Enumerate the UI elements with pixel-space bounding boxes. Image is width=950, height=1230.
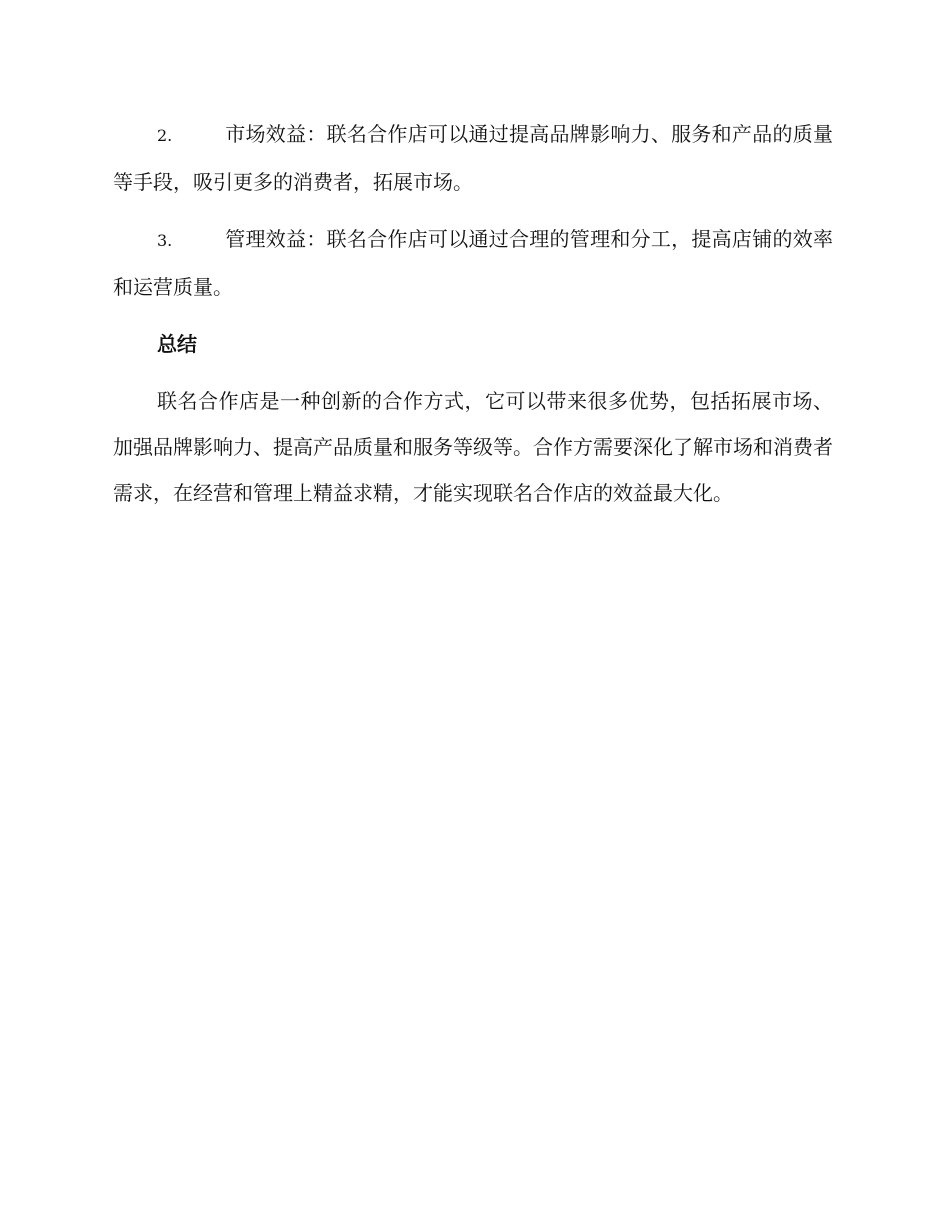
list-item-text: 市场效益：联名合作店可以通过提高品牌影响力、服务和产品的质量等手段，吸引更多的消费者，拓展市场。: [113, 122, 833, 194]
list-number: 3.: [157, 231, 173, 250]
list-item-text: 管理效益：联名合作店可以通过合理的管理和分工，提高店铺的效率和运营质量。: [113, 227, 833, 299]
list-number: 2.: [157, 126, 173, 145]
summary-heading: 总结: [157, 332, 197, 356]
summary-paragraph: 联名合作店是一种创新的合作方式，它可以带来很多优势，包括拓展市场、加强品牌影响力、提高产品质量和服务等级等。合作方需要深化了解市场和消费者需求，在经营和管理上精益求精，才能实现联名合作店的效益最大化。: [113, 389, 833, 505]
list-item-market-benefit: [113, 111, 833, 205]
document-body: [113, 111, 833, 516]
list-item-management-benefit: [113, 216, 833, 310]
